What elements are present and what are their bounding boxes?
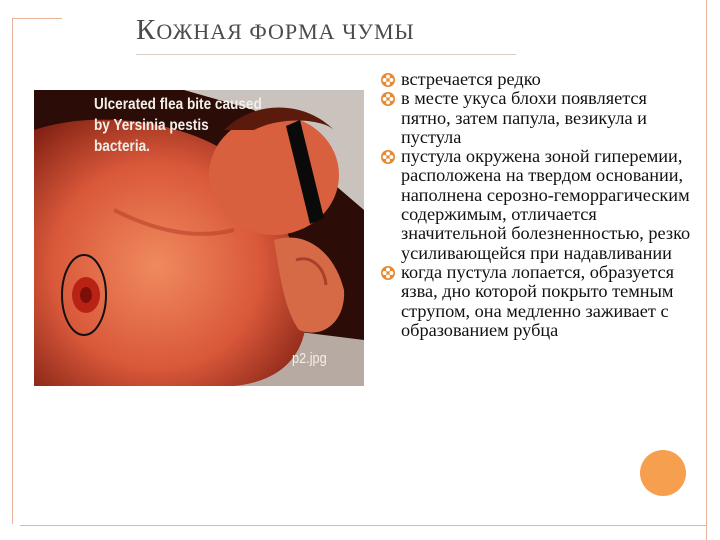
slide-title-rest: ОЖНАЯ ФОРМА ЧУМЫ (156, 19, 415, 44)
slide-title-initial: К (136, 14, 157, 46)
bullet-item (381, 263, 691, 340)
frame-line-top (12, 18, 62, 19)
title-underline (136, 54, 516, 55)
frame-line-right (706, 0, 707, 540)
bullet-list (381, 70, 691, 340)
bullet-item (381, 70, 691, 89)
photo-caption-line: bacteria. (94, 138, 150, 155)
frame-line-bottom (20, 525, 706, 526)
flower-bullet-icon (381, 73, 395, 87)
photo-filename: p2.jpg (292, 350, 327, 367)
bullet-text: когда пустула лопается, образуется язва, дно которой покрыто темным струпом, она медленно заживает с образованием рубца (401, 261, 675, 340)
photo-caption-line: by Yersinia pestis (94, 117, 209, 134)
photo-caption (94, 94, 264, 157)
flower-bullet-icon (381, 92, 395, 106)
plague-photo (34, 90, 364, 386)
bullet-text: пустула окружена зоной гиперемии, расположена на твердом основании, наполнена серозно-геморрагическим содержимым, отличается значительной болезненностью, резко усиливающейся при надавливании (401, 146, 691, 263)
decorative-circle (640, 450, 686, 496)
bullet-text: встречается редко (401, 69, 541, 89)
bullet-text: в месте укуса блохи появляется пятно, затем папула, везикула и пустула (401, 88, 647, 147)
flower-bullet-icon (381, 266, 395, 280)
bullet-item (381, 89, 691, 147)
photo-caption-line: Ulcerated flea bite caused (94, 96, 262, 113)
flower-bullet-icon (381, 150, 395, 164)
slide-title (136, 14, 415, 47)
frame-line-left (12, 18, 13, 524)
bullet-item (381, 147, 691, 263)
